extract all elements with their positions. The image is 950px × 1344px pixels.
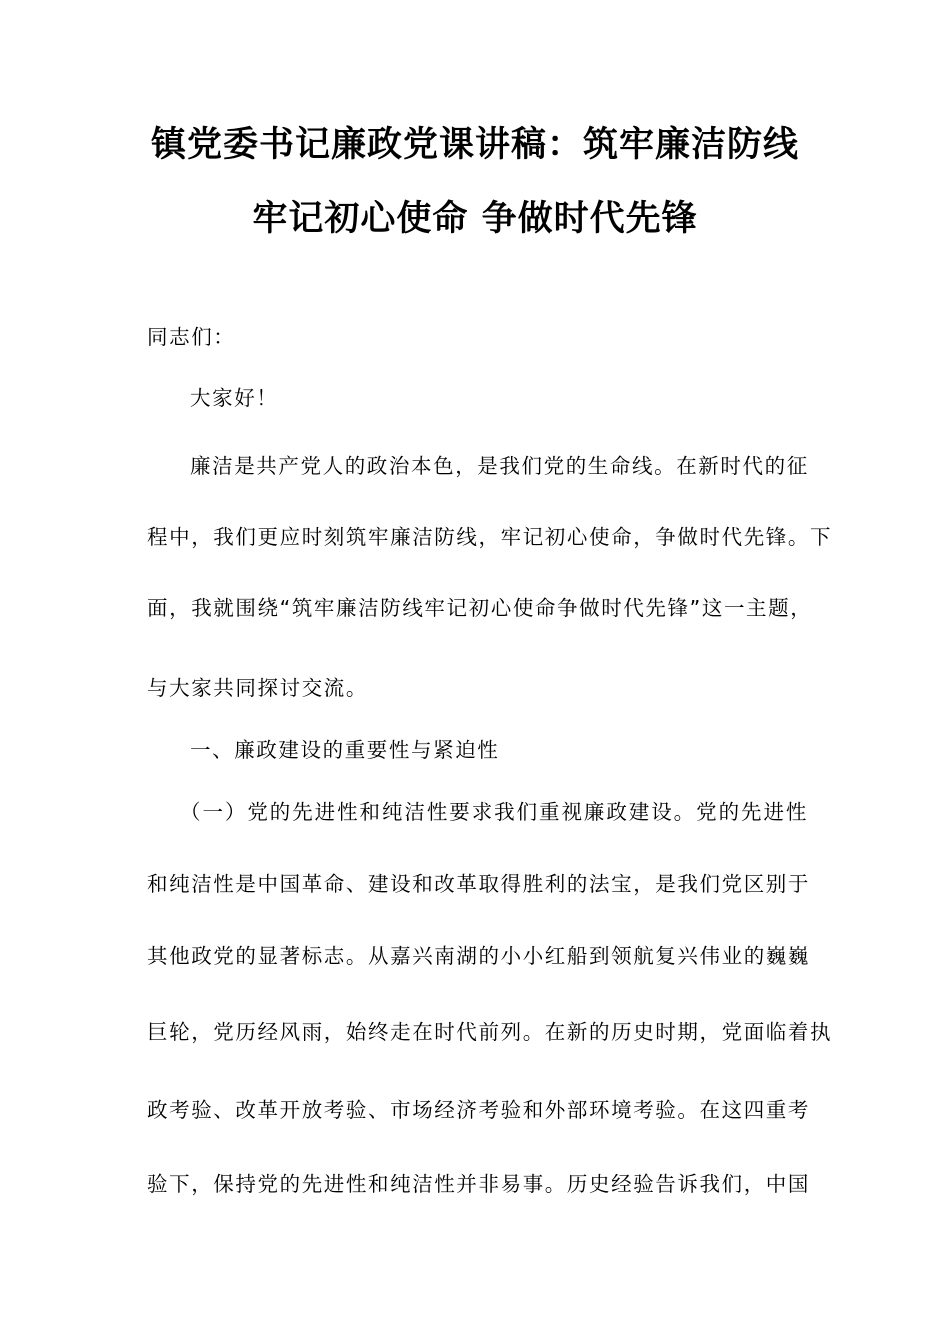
paragraph-line: 和纯洁性是中国革命、建设和改革取得胜利的法宝，是我们党区别于: [147, 872, 810, 896]
paragraph-line: 面，我就围绕“筑牢廉洁防线牢记初心使命争做时代先锋”这一主题，: [147, 596, 813, 620]
paragraph-line: 程中，我们更应时刻筑牢廉洁防线，牢记初心使命，争做时代先锋。下: [147, 525, 833, 549]
paragraph-line: 与大家共同探讨交流。: [147, 676, 368, 700]
greeting: 大家好！: [190, 386, 279, 410]
salutation: 同志们：: [147, 325, 236, 349]
document-title-line-1: 镇党委书记廉政党课讲稿：筑牢廉洁防线: [150, 125, 799, 165]
paragraph-line: 其他政党的显著标志。从嘉兴南湖的小小红船到领航复兴伟业的巍巍: [147, 944, 810, 968]
section-heading: 一、廉政建设的重要性与紧迫性: [190, 738, 500, 762]
document-title-line-2: 牢记初心使命 争做时代先锋: [252, 199, 698, 239]
subsection-paragraph-line: （一）党的先进性和纯洁性要求我们重视廉政建设。党的先进性: [180, 800, 808, 824]
paragraph-line: 验下，保持党的先进性和纯洁性并非易事。历史经验告诉我们，中国: [147, 1172, 810, 1196]
paragraph-line: 廉洁是共产党人的政治本色，是我们党的生命线。在新时代的征: [190, 454, 809, 478]
paragraph-line: 政考验、改革开放考验、市场经济考验和外部环境考验。在这四重考: [147, 1098, 810, 1122]
paragraph-line: 巨轮，党历经风雨，始终走在时代前列。在新的历史时期，党面临着执: [147, 1020, 833, 1044]
